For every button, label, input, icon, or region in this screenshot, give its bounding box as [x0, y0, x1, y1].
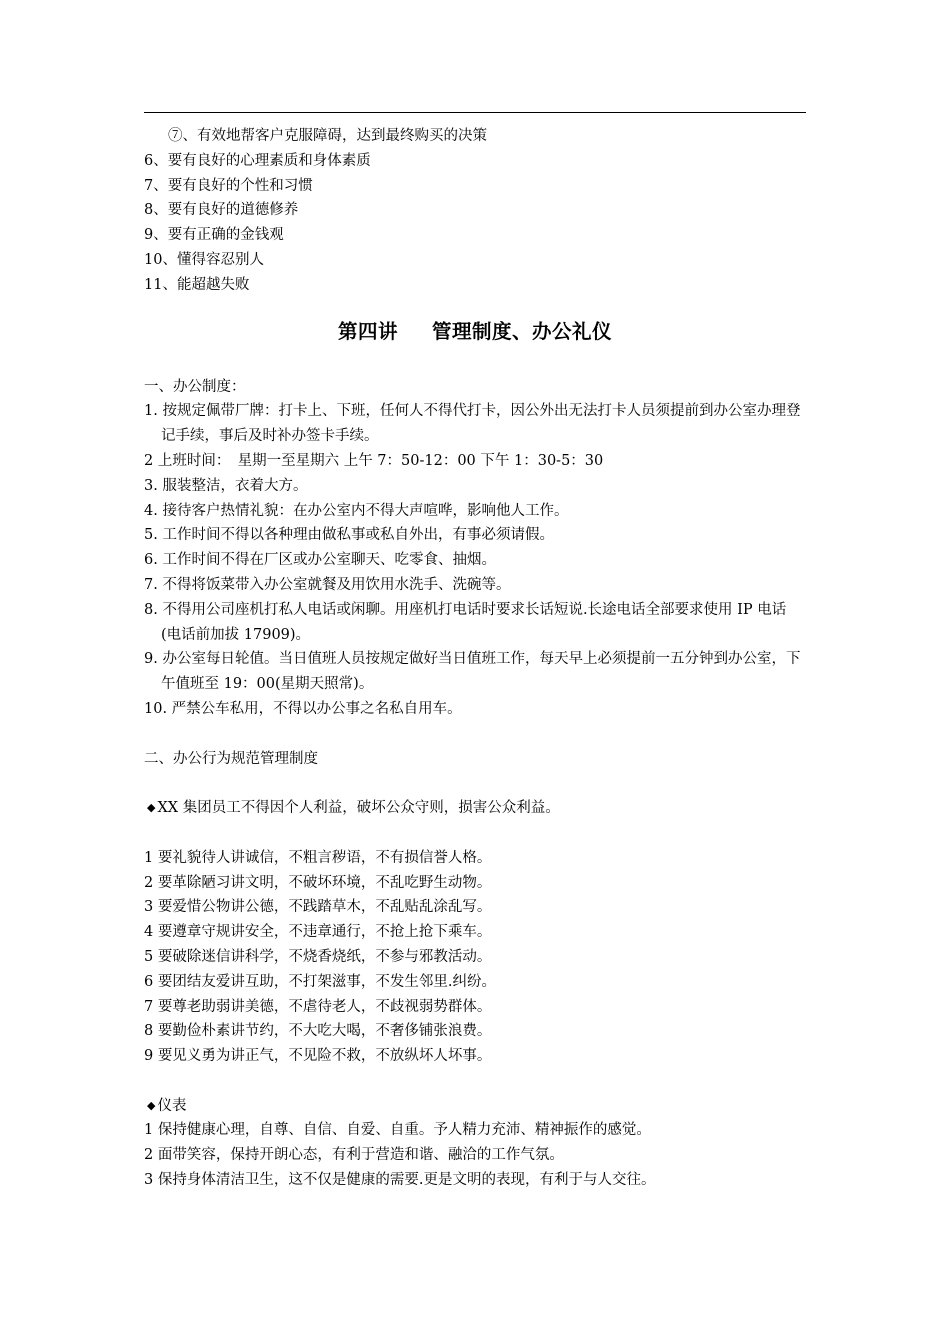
list-item: 10. 严禁公车私用，不得以办公事之名私自用车。 [144, 700, 462, 717]
list-item: 2 面带笑容，保持开朗心态，有利于营造和谐、融洽的工作气氛。 [144, 1147, 564, 1164]
list-item: 6. 工作时间不得在厂区或办公室聊天、吃零食、抽烟。 [144, 552, 496, 569]
list-item: 1 保持健康心理，自尊、自信、自爱、自重。予人精力充沛、精神振作的感觉。 [144, 1122, 651, 1139]
header-rule [144, 112, 806, 113]
list-item: 9、要有正确的金钱观 [144, 227, 284, 244]
list-item: 4. 接待客户热情礼貌：在办公室内不得大声喧哗，影响他人工作。 [144, 502, 569, 519]
lecture-number: 第四讲 [337, 319, 398, 343]
list-item: 7 要尊老助弱讲美德，不虐待老人，不歧视弱势群体。 [144, 998, 492, 1015]
diamond-bullet-icon: ◆ [147, 1098, 156, 1112]
list-item: 7. 不得将饭菜带入办公室就餐及用饮用水洗手、洗碗等。 [144, 576, 511, 593]
list-item: 9 要见义勇为讲正气，不见险不救，不放纵坏人坏事。 [144, 1048, 492, 1065]
bullet-heading: ◆ 仪表 [147, 1097, 187, 1114]
lecture-title: 管理制度、办公礼仪 [432, 319, 613, 343]
diamond-bullet-icon: ◆ [147, 801, 156, 815]
list-item: 11、能超越失败 [144, 276, 250, 293]
list-item: 3. 服装整洁，衣着大方。 [144, 477, 308, 494]
list-item: 4 要遵章守规讲安全，不违章通行，不抢上抢下乘车。 [144, 924, 492, 941]
list-item: 3 保持身体清洁卫生，这不仅是健康的需要.更是文明的表现，有利于与人交往。 [144, 1172, 656, 1189]
list-item: 8 要勤俭朴素讲节约，不大吃大喝，不奢侈铺张浪费。 [144, 1023, 492, 1040]
list-item: 8. 不得用公司座机打私人电话或闲聊。用座机打电话时要求长话短说.长途电话全部要求使用 IP 电话(电话前加拔 17909)。 [144, 601, 787, 643]
list-item: 10、懂得容忍别人 [144, 251, 264, 268]
section-title: 二、办公行为规范管理制度 [144, 750, 318, 767]
list-item: 6 要团结友爱讲互助，不打架滋事，不发生邻里.纠纷。 [144, 973, 496, 990]
list-item: 2 要革除陋习讲文明，不破坏环境，不乱吃野生动物。 [144, 874, 492, 891]
document-body [144, 124, 806, 1193]
list-item: 1 要礼貌待人讲诚信，不粗言秽语，不有损信誉人格。 [144, 849, 492, 866]
section-title: 一、办公制度： [144, 378, 246, 395]
list-item: 5. 工作时间不得以各种理由做私事或私自外出，有事必须请假。 [144, 527, 554, 544]
list-item: 6、要有良好的心理素质和身体素质 [144, 152, 371, 169]
list-item: 2 上班时间： 星期一至星期六 上午 7：50-12：00 下午 1：30-5：30 [144, 452, 604, 469]
bullet-paragraph: ◆ XX 集团员工不得因个人利益，破坏公众守则，损害公众利益。 [147, 800, 560, 817]
list-item: ⑦、有效地帮客户克服障碍，达到最终购买的决策 [168, 128, 487, 144]
list-item: 9. 办公室每日轮值。当日值班人员按规定做好当日值班工作，每天早上必须提前一五分钟到办公室，下午值班至 19：00(星期天照常)。 [144, 651, 801, 693]
list-item: 3 要爱惜公物讲公德，不践踏草木，不乱贴乱涂乱写。 [144, 899, 492, 916]
page-title [144, 315, 806, 349]
list-item: 8、要有良好的道德修养 [144, 202, 299, 219]
list-item: 1. 按规定佩带厂牌：打卡上、下班，任何人不得代打卡，因公外出无法打卡人员须提前到办公室办理登记手续，事后及时补办签卡手续。 [144, 403, 801, 445]
list-item: 7、要有良好的个性和习惯 [144, 177, 313, 194]
list-item: 5 要破除迷信讲科学，不烧香烧纸，不参与邪教活动。 [144, 948, 492, 965]
